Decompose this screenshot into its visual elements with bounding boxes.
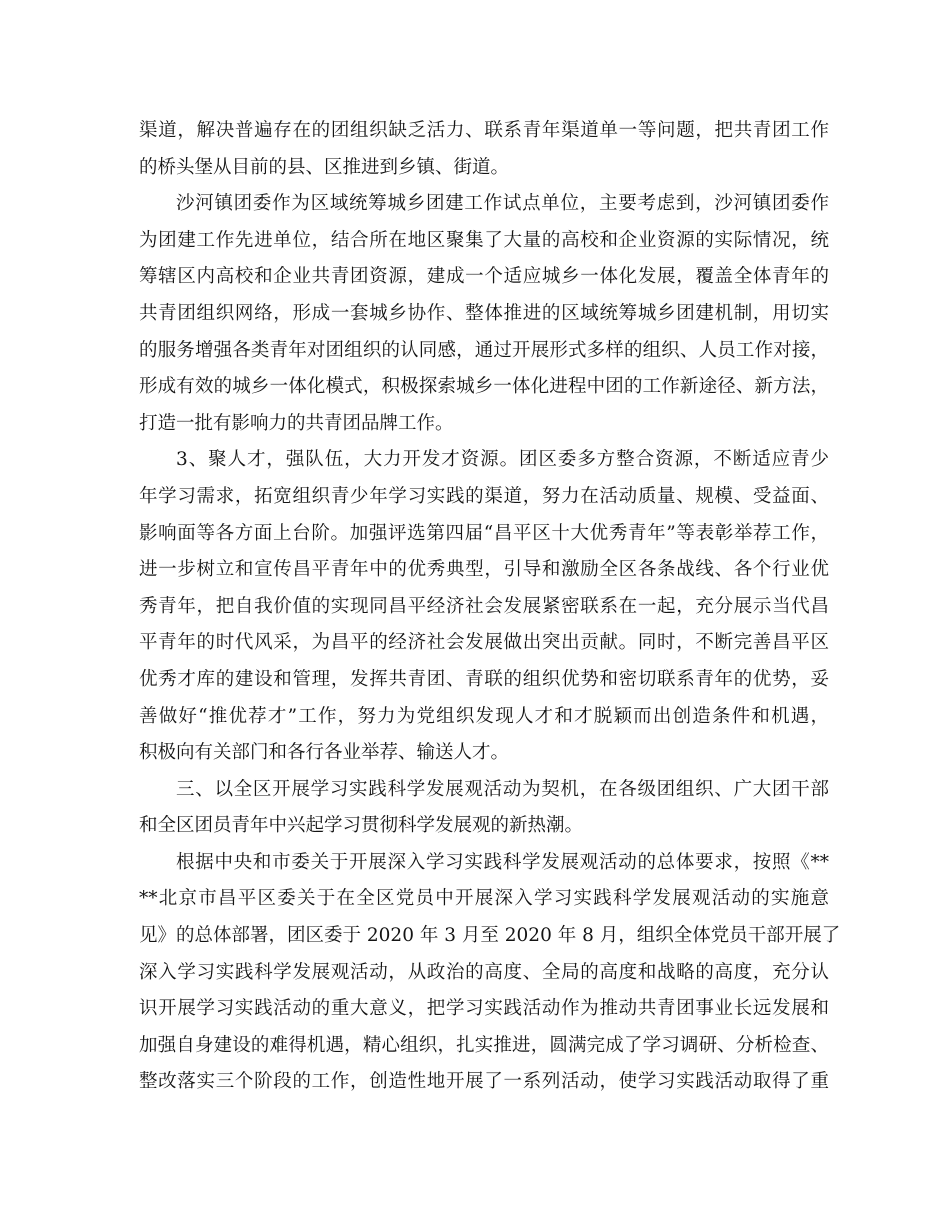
paragraph-line: 共青团组织网络，形成一套城乡协作、整体推进的区域统筹城乡团建机制，用切实 bbox=[139, 302, 829, 324]
paragraph-line: 进一步树立和宣传昌平青年中的优秀典型，引导和激励全区各条战线、各个行业优 bbox=[139, 559, 829, 581]
paragraph-line: 影响面等各方面上台阶。加强评选第四届“昌平区十大优秀青年”等表彰举荐工作， bbox=[139, 522, 829, 544]
paragraph-line: 的桥头堡从目前的县、区推进到乡镇、街道。 bbox=[139, 156, 510, 178]
paragraph-line: 渠道，解决普遍存在的团组织缺乏活力、联系青年渠道单一等问题，把共青团工作 bbox=[139, 120, 829, 141]
paragraph-line: 和全区团员青年中兴起学习贯彻科学发展观的新热潮。 bbox=[139, 815, 584, 837]
paragraph-line: 善做好“推优荐才”工作，努力为党组织发现人才和才脱颖而出创造条件和机遇， bbox=[139, 705, 829, 727]
paragraph-line: 形成有效的城乡一体化模式，积极探索城乡一体化进程中团的工作新途径、新方法， bbox=[139, 376, 829, 398]
paragraph-line: 根据中央和市委关于开展深入学习实践科学发展观活动的总体要求，按照《** bbox=[176, 851, 829, 873]
paragraph-line: 打造一批有影响力的共青团品牌工作。 bbox=[139, 412, 454, 434]
paragraph-line: 的服务增强各类青年对团组织的认同感，通过开展形式多样的组织、人员工作对接， bbox=[139, 339, 829, 361]
paragraph-line: 平青年的时代风采，为昌平的经济社会发展做出突出贡献。同时，不断完善昌平区 bbox=[139, 632, 829, 654]
document-body bbox=[139, 113, 841, 1101]
paragraph-line: 年学习需求，拓宽组织青少年学习实践的渠道，努力在活动质量、规模、受益面、 bbox=[139, 485, 829, 507]
paragraph-line: 为团建工作先进单位，结合所在地区聚集了大量的高校和企业资源的实际情况，统 bbox=[139, 229, 829, 251]
paragraph-line: 筹辖区内高校和企业共青团资源，建成一个适应城乡一体化发展，覆盖全体青年的 bbox=[139, 266, 829, 288]
paragraph-line: 识开展学习实践活动的重大意义，把学习实践活动作为推动共青团事业长远发展和 bbox=[139, 998, 829, 1020]
paragraph-line: 沙河镇团委作为区域统筹城乡团建工作试点单位，主要考虑到，沙河镇团委作 bbox=[176, 193, 829, 215]
paragraph-line: 积极向有关部门和各行各业举荐、输送人才。 bbox=[139, 742, 510, 764]
paragraph-line: 秀青年，把自我价值的实现同昌平经济社会发展紧密联系在一起，充分展示当代昌 bbox=[139, 595, 829, 617]
paragraph-line: 3、聚人才，强队伍，大力开发才资源。团区委多方整合资源，不断适应青少 bbox=[176, 449, 829, 471]
paragraph-line: 加强自身建设的难得机遇，精心组织，扎实推进，圆满完成了学习调研、分析检查、 bbox=[139, 1034, 829, 1056]
paragraph-line: **北京市昌平区委关于在全区党员中开展深入学习实践科学发展观活动的实施意 bbox=[139, 888, 829, 910]
paragraph-line: 见》的总体部署，团区委于 2020 年 3 月至 2020 年 8 月，组织全体党员干部开展了 bbox=[139, 925, 841, 947]
paragraph-line: 优秀才库的建设和管理，发挥共青团、青联的组织优势和密切联系青年的优势，妥 bbox=[139, 668, 829, 690]
paragraph-line: 整改落实三个阶段的工作，创造性地开展了一系列活动，使学习实践活动取得了重 bbox=[139, 1071, 829, 1093]
paragraph-line: 深入学习实践科学发展观活动，从政治的高度、全局的高度和战略的高度，充分认 bbox=[139, 961, 829, 983]
paragraph-line: 三、以全区开展学习实践科学发展观活动为契机，在各级团组织、广大团干部 bbox=[176, 778, 829, 800]
